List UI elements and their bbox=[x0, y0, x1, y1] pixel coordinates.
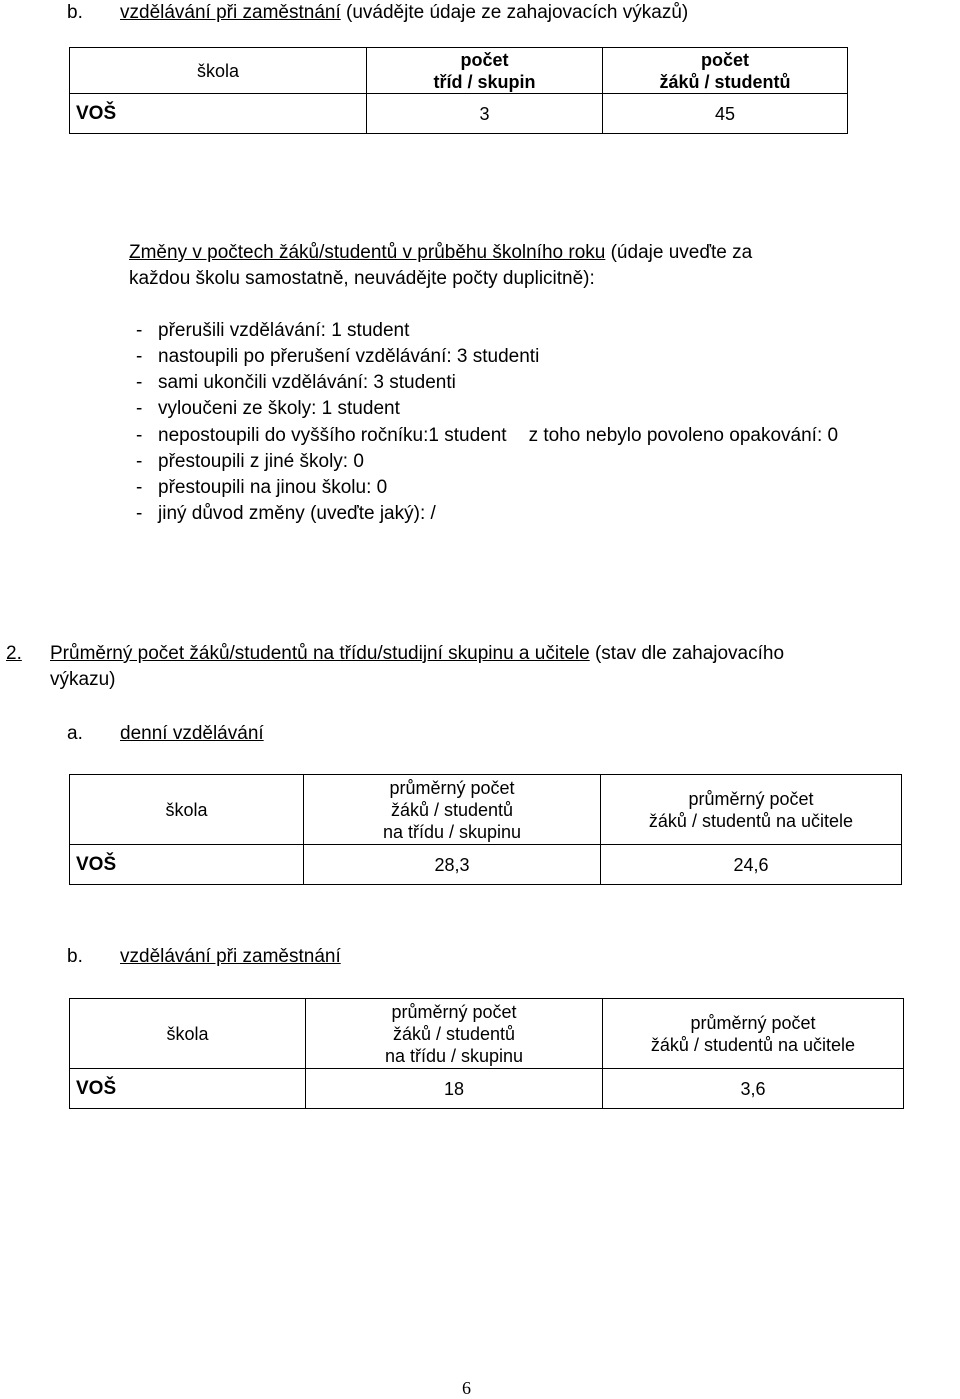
header-per-teacher: průměrný počet žáků / studentů na učitele bbox=[603, 999, 904, 1069]
header-per-teacher: průměrný počet žáků / studentů na učitele bbox=[601, 775, 902, 845]
cell-students: 45 bbox=[603, 94, 848, 134]
changes-intro-line2: každou školu samostatně, neuvádějte počty duplicitně): bbox=[129, 268, 595, 289]
employed-average-table bbox=[69, 998, 904, 1109]
daily-average-table bbox=[69, 774, 902, 885]
section-2-title-rest: (stav dle zahajovacího bbox=[594, 643, 785, 664]
list-item: - přestoupili z jiné školy: 0 bbox=[136, 451, 364, 472]
cell-per-class: 28,3 bbox=[304, 845, 601, 885]
cell-classes: 3 bbox=[367, 94, 603, 134]
cell-per-teacher: 3,6 bbox=[603, 1069, 904, 1109]
list-item-suffix: z toho nebylo povoleno opakování: 0 bbox=[528, 425, 839, 446]
list-item: - sami ukončili vzdělávání: 3 studenti bbox=[136, 372, 456, 393]
section-2-heading bbox=[50, 643, 784, 665]
section-title: vzdělávání při zaměstnání bbox=[120, 2, 341, 23]
list-item: - přestoupili na jinou školu: 0 bbox=[136, 477, 388, 498]
page-number: 6 bbox=[462, 1378, 471, 1398]
section-note: (uvádějte údaje ze zahajovacích výkazů) bbox=[346, 2, 689, 23]
header-per-class: průměrný počet žáků / studentů na třídu / skupinu bbox=[304, 775, 601, 845]
section-2a-title: denní vzdělávání bbox=[120, 723, 264, 744]
list-item: - nastoupili po přerušení vzdělávání: 3 studenti bbox=[136, 346, 540, 367]
class-count-table bbox=[69, 47, 848, 134]
header-school: škola bbox=[70, 999, 306, 1069]
changes-intro-rest: (údaje uveďte za bbox=[610, 242, 753, 263]
section-heading bbox=[120, 2, 688, 24]
section-letter: b. bbox=[67, 2, 83, 23]
section-letter: a. bbox=[67, 723, 83, 744]
row-school: VOŠ bbox=[70, 94, 367, 134]
changes-intro bbox=[129, 242, 752, 264]
row-school: VOŠ bbox=[70, 845, 304, 885]
list-item: - nepostoupili do vyššího ročníku:1 student z toho nebylo povoleno opakování: 0 bbox=[136, 425, 839, 446]
list-item: - jiný důvod změny (uveďte jaký): / bbox=[136, 503, 436, 524]
row-school: VOŠ bbox=[70, 1069, 306, 1109]
header-school: škola bbox=[70, 48, 367, 94]
section-2-title-line2: výkazu) bbox=[50, 669, 116, 690]
changes-intro-title: Změny v počtech žáků/studentů v průběhu školního roku bbox=[129, 242, 606, 263]
section-2-title: Průměrný počet žáků/studentů na třídu/studijní skupinu a učitele bbox=[50, 643, 590, 664]
section-letter: b. bbox=[67, 946, 83, 967]
section-2b-title: vzdělávání při zaměstnání bbox=[120, 946, 341, 967]
header-school: škola bbox=[70, 775, 304, 845]
list-item: - přerušili vzdělávání: 1 student bbox=[136, 320, 410, 341]
section-number: 2. bbox=[6, 643, 22, 664]
header-per-class: průměrný počet žáků / studentů na třídu / skupinu bbox=[306, 999, 603, 1069]
list-item: - vyloučeni ze školy: 1 student bbox=[136, 398, 400, 419]
cell-per-class: 18 bbox=[306, 1069, 603, 1109]
header-students: počet žáků / studentů bbox=[603, 48, 848, 94]
header-classes: počet tříd / skupin bbox=[367, 48, 603, 94]
cell-per-teacher: 24,6 bbox=[601, 845, 902, 885]
